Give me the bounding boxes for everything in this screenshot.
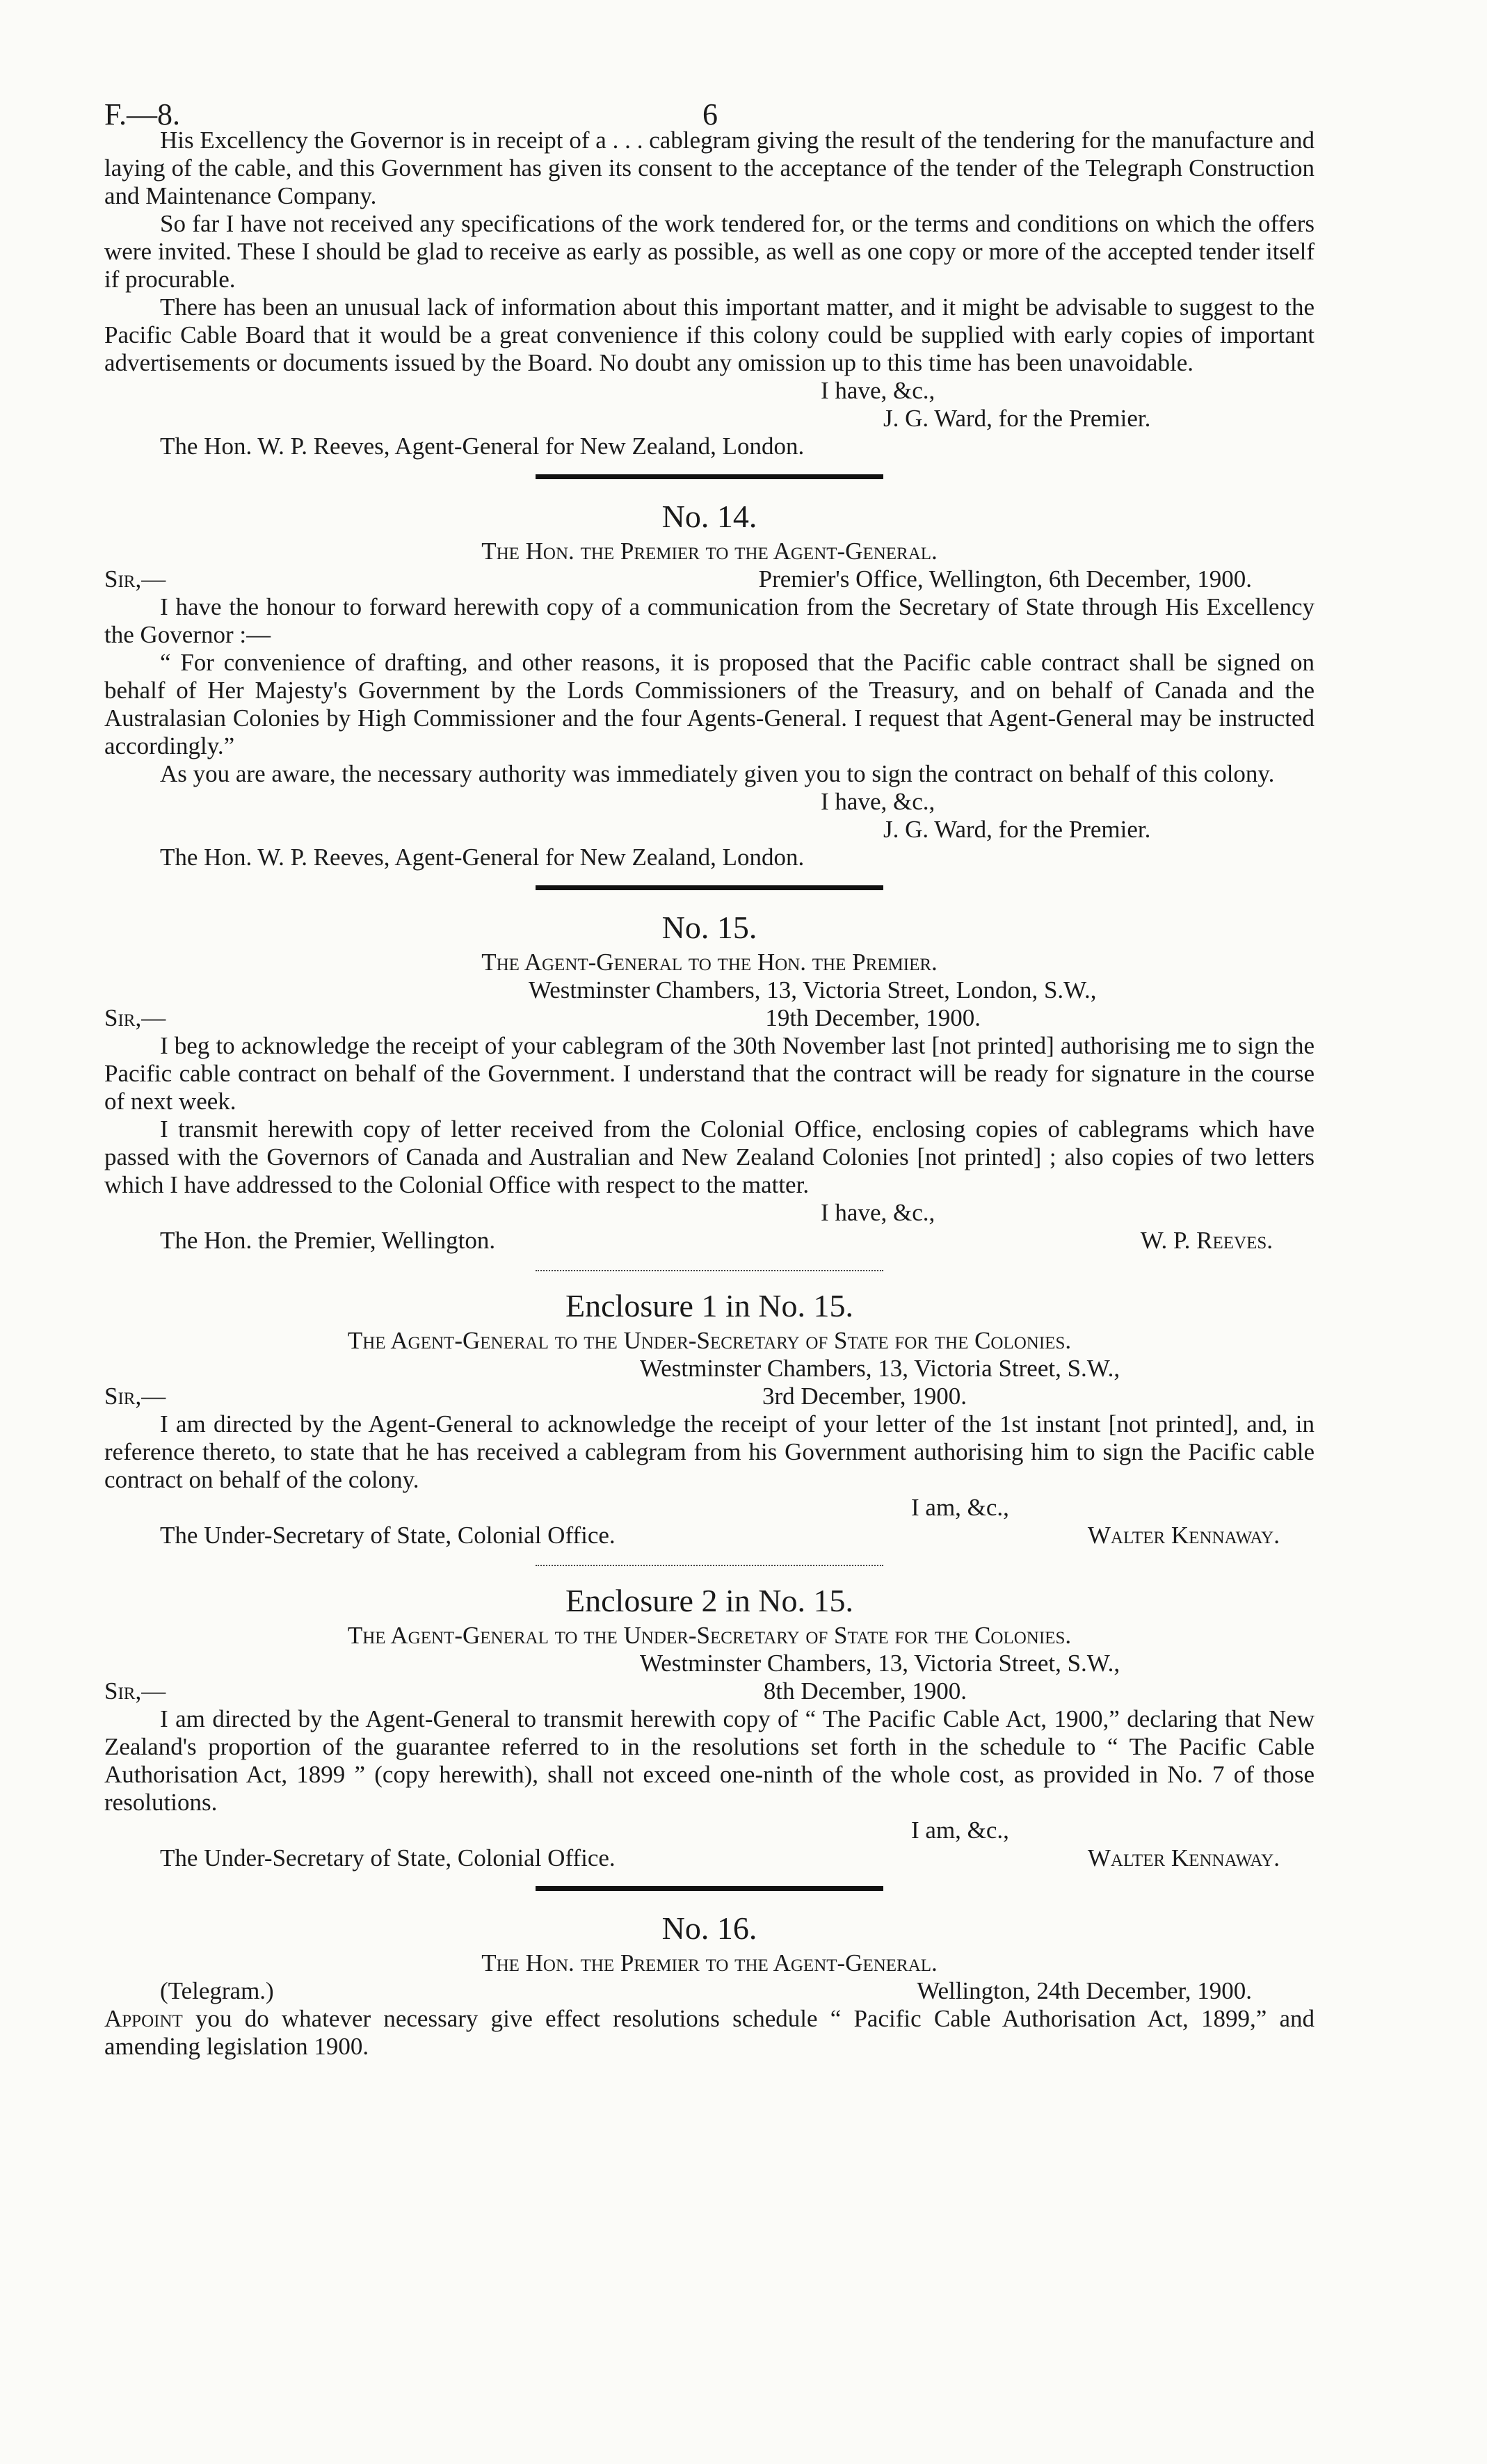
section-title: Enclosure 1 in No. 15.	[565, 1288, 853, 1323]
salutation: Sir,—	[104, 1383, 166, 1410]
date: 19th December, 1900.	[765, 1004, 981, 1031]
section-title: No. 16.	[661, 1910, 757, 1946]
closing: I am, &c.,	[911, 1494, 1009, 1521]
place-date: Wellington, 24th December, 1900.	[917, 1977, 1252, 2004]
sender-address: Westminster Chambers, 13, Victoria Street, London, S.W.,	[529, 976, 1097, 1004]
page-body	[104, 97, 1315, 2061]
closing: I have, &c.,	[821, 788, 935, 815]
letter-continuation	[104, 127, 1315, 460]
route-line: The Hon. the Premier to the Agent-General.	[481, 538, 938, 565]
closing: I am, &c.,	[911, 1817, 1009, 1844]
sender-address: Westminster Chambers, 13, Victoria Street, S.W.,	[640, 1355, 1120, 1382]
section-title: Enclosure 2 in No. 15.	[565, 1583, 853, 1618]
telegram-no-16	[104, 1910, 1315, 2061]
quoted-paragraph: “ For convenience of drafting, and other reasons, it is proposed that the Pacific cable contract shall be signed on behalf of Her Majesty's Government by the Lords Commissioners of the Treasury, and on behalf of Canada and the Australasian Colonies by High Commissioner and the four Agents-General. I request that Agent-General may be instructed accordingly.”	[104, 649, 1315, 759]
lead-word: Appoint	[104, 2005, 183, 2032]
signature: J. G. Ward, for the Premier.	[883, 405, 1151, 432]
section-title: No. 15.	[661, 910, 757, 945]
enclosure-1	[104, 1288, 1315, 1549]
place-date: Premier's Office, Wellington, 6th December, 1900.	[758, 565, 1252, 593]
route-line: The Agent-General to the Under-Secretary of State for the Colonies.	[347, 1327, 1072, 1354]
addressee: The Under-Secretary of State, Colonial Office.	[160, 1522, 616, 1549]
paragraph: I beg to acknowledge the receipt of your cablegram of the 30th November last [not printed] authorising me to sign the Pacific cable contract on behalf of the Government. I understand that the contract will be ready for signature in the course of next week.	[104, 1032, 1315, 1115]
addressee: The Hon. W. P. Reeves, Agent-General for New Zealand, London.	[160, 433, 805, 460]
closing: I have, &c.,	[821, 1199, 935, 1226]
paragraph: I am directed by the Agent-General to acknowledge the receipt of your letter of the 1st instant [not printed], and, in reference thereto, to state that he has received a cablegram from his Government authorising him to sign the Pacific cable contract on behalf of the colony.	[104, 1410, 1315, 1493]
signature: Walter Kennaway.	[1087, 1844, 1280, 1871]
paragraph: So far I have not received any specifications of the work tendered for, or the terms and conditions on which the offers were invited. These I should be glad to receive as early as possible, as well as one copy or more of the accepted tender itself if procurable.	[104, 210, 1315, 293]
paragraph: I am directed by the Agent-General to transmit herewith copy of “ The Pacific Cable Act, 1900,” declaring that New Zealand's proportion of the guarantee referred to in the resolutions set forth in the schedule to “ The Pacific Cable Authorisation Act, 1899 ” (copy herewith), shall not exceed one-ninth of the whole cost, as provided in No. 7 of those resolutions.	[104, 1705, 1315, 1816]
closing: I have, &c.,	[821, 377, 935, 404]
paragraph: I transmit herewith copy of letter received from the Colonial Office, enclosing copies of cablegrams which have passed with the Governors of Canada and Australian and New Zealand Colonies [not printed] ; also copies of two letters which I have addressed to the Colonial Office with respect to the matter.	[104, 1116, 1315, 1198]
paragraph: As you are aware, the necessary authority was immediately given you to sign the contract on behalf of this colony.	[160, 760, 1275, 787]
sender-address: Westminster Chambers, 13, Victoria Street, S.W.,	[640, 1650, 1120, 1677]
salutation: Sir,—	[104, 1004, 166, 1031]
signature: W. P. Reeves.	[1140, 1227, 1273, 1254]
section-divider	[536, 885, 883, 890]
paragraph: I have the honour to forward herewith copy of a communication from the Secretary of State through His Excellency the Governor :—	[104, 593, 1315, 648]
section-divider	[536, 1270, 883, 1271]
date: 8th December, 1900.	[763, 1677, 967, 1705]
telegram-text: you do whatever necessary give effect resolutions schedule “ Pacific Cable Authorisation Act, 1899,” and amending legislation 1900.	[104, 2005, 1315, 2060]
addressee: The Hon. W. P. Reeves, Agent-General for New Zealand, London.	[160, 844, 805, 871]
date: 3rd December, 1900.	[762, 1383, 967, 1410]
paragraph: There has been an unusual lack of information about this important matter, and it might be advisable to suggest to the Pacific Cable Board that it would be a great convenience if this colony could be supplied with early copies of important advertisements or documents issued by the Board. No doubt any omission up to this time has been unavoidable.	[104, 293, 1315, 376]
page-number: 6	[702, 97, 718, 131]
section-divider	[536, 1886, 883, 1891]
letter-no-14	[104, 499, 1315, 871]
section-title: No. 14.	[661, 499, 757, 534]
section-divider	[536, 1565, 883, 1566]
paragraph: His Excellency the Governor is in receipt of a . . . cablegram giving the result of the tendering for the manufacture and laying of the cable, and this Government has given its consent to the acceptance of the tender of the Telegraph Construction and Maintenance Company.	[104, 127, 1315, 209]
salutation: Sir,—	[104, 1677, 166, 1705]
enclosure-2	[104, 1583, 1315, 1872]
route-line: The Agent-General to the Under-Secretary of State for the Colonies.	[347, 1622, 1072, 1649]
addressee: The Under-Secretary of State, Colonial Office.	[160, 1844, 616, 1871]
paragraph	[104, 2005, 1315, 2061]
route-line: The Hon. the Premier to the Agent-General.	[481, 1949, 938, 1976]
section-divider	[536, 474, 883, 479]
route-line: The Agent-General to the Hon. the Premier.	[481, 949, 938, 976]
signature: J. G. Ward, for the Premier.	[883, 816, 1151, 843]
addressee: The Hon. the Premier, Wellington.	[160, 1227, 496, 1254]
signature: Walter Kennaway.	[1087, 1522, 1280, 1549]
salutation: Sir,—	[104, 565, 166, 593]
telegram-label: (Telegram.)	[160, 1977, 274, 2004]
document-code: F.—8.	[104, 97, 180, 131]
letter-no-15	[104, 910, 1315, 1255]
